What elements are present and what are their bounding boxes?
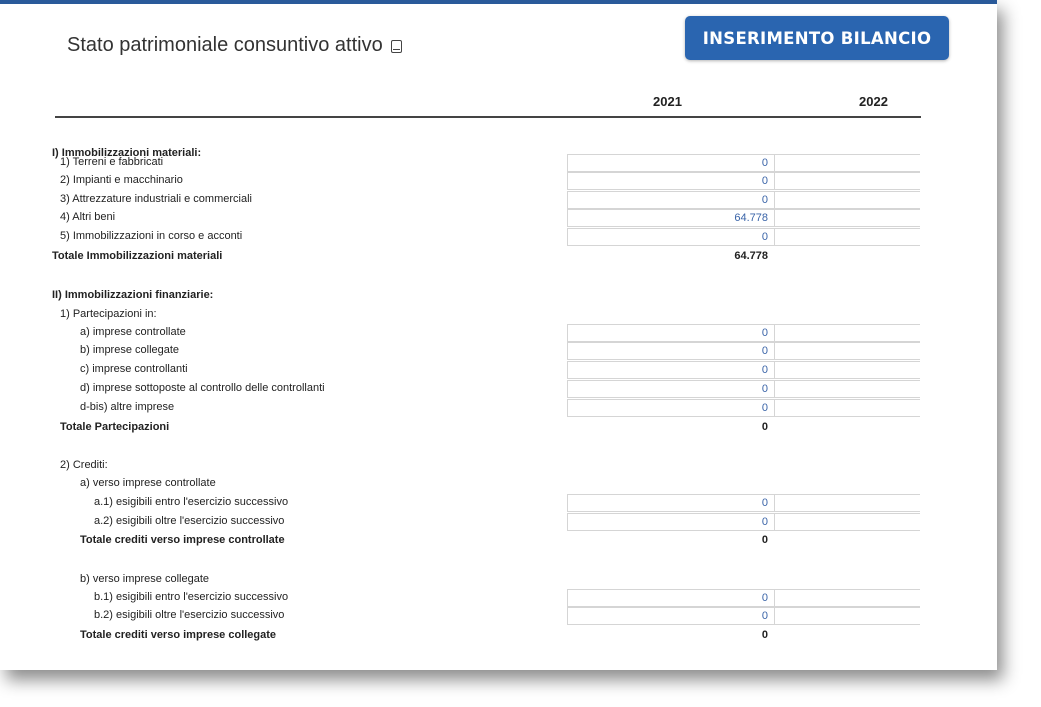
value-input-2021[interactable]: 0: [567, 361, 775, 379]
value-input-2021[interactable]: 0: [567, 399, 775, 417]
value-input-2022[interactable]: [774, 324, 920, 342]
inserimento-bilancio-button[interactable]: INSERIMENTO BILANCIO: [685, 16, 949, 60]
value-input-2021[interactable]: 0: [567, 342, 775, 360]
total-value-2021: 0: [761, 629, 768, 641]
value-input-2022[interactable]: [774, 154, 920, 172]
value-input-2021[interactable]: 0: [567, 228, 775, 246]
row-label: b.2) esigibili oltre l'esercizio successivo: [94, 609, 285, 621]
total-label: Totale crediti verso imprese collegate: [80, 629, 277, 641]
total-label: Totale Immobilizzazioni materiali: [52, 250, 223, 262]
total-label: Totale Partecipazioni: [60, 421, 170, 433]
row-label: 2) Crediti:: [60, 459, 108, 471]
value-input-2022[interactable]: [774, 172, 920, 190]
value-input-2022[interactable]: [774, 342, 920, 360]
value-input-2021[interactable]: 0: [567, 154, 775, 172]
value-input-2021[interactable]: 0: [567, 589, 775, 607]
row-label: a.2) esigibili oltre l'esercizio successivo: [94, 515, 285, 527]
page-title: [67, 34, 402, 57]
row-label: 1) Partecipazioni in:: [60, 308, 157, 320]
total-value-2021: 64.778: [734, 250, 768, 262]
value-input-2021[interactable]: 0: [567, 324, 775, 342]
section-heading: II) Immobilizzazioni finanziarie:: [52, 289, 214, 301]
section-heading: I) Immobilizzazioni materiali:: [52, 147, 202, 159]
page-title-text: Stato patrimoniale consuntivo attivo: [67, 34, 383, 56]
value-input-2021[interactable]: 0: [567, 172, 775, 190]
total-value-2021: 0: [761, 421, 768, 433]
document-icon[interactable]: [391, 40, 402, 53]
row-label: b.1) esigibili entro l'esercizio successivo: [94, 591, 289, 603]
row-label: 1) Terreni e fabbricati: [60, 156, 164, 168]
row-label: b) imprese collegate: [80, 344, 180, 356]
row-label: 5) Immobilizzazioni in corso e acconti: [60, 230, 243, 242]
top-border: [0, 0, 997, 4]
value-input-2022[interactable]: [774, 399, 920, 417]
value-input-2022[interactable]: [774, 361, 920, 379]
row-label: 2) Impianti e macchinario: [60, 174, 183, 186]
row-label: 3) Attrezzature industriali e commerciali: [60, 193, 252, 205]
value-input-2022[interactable]: [774, 191, 920, 209]
value-input-2021[interactable]: 64.778: [567, 209, 775, 227]
row-label: a) imprese controllate: [80, 326, 186, 338]
header-divider: [55, 116, 921, 118]
value-input-2021[interactable]: 0: [567, 191, 775, 209]
row-label: d) imprese sottoposte al controllo delle controllanti: [80, 382, 325, 394]
total-label: Totale crediti verso imprese controllate: [80, 534, 285, 546]
row-label: 4) Altri beni: [60, 211, 116, 223]
row-label: d-bis) altre imprese: [80, 401, 175, 413]
total-value-2021: 0: [761, 534, 768, 546]
row-label: a.1) esigibili entro l'esercizio successivo: [94, 496, 289, 508]
value-input-2021[interactable]: 0: [567, 607, 775, 625]
column-header-2021: 2021: [653, 94, 682, 109]
value-input-2022[interactable]: [774, 228, 920, 246]
value-input-2022[interactable]: [774, 380, 920, 398]
value-input-2022[interactable]: [774, 494, 920, 512]
row-label: a) verso imprese controllate: [80, 477, 216, 489]
value-input-2022[interactable]: [774, 607, 920, 625]
row-label: c) imprese controllanti: [80, 363, 188, 375]
column-header-2022: 2022: [859, 94, 888, 109]
value-input-2021[interactable]: 0: [567, 513, 775, 531]
value-input-2022[interactable]: [774, 589, 920, 607]
value-input-2022[interactable]: [774, 209, 920, 227]
row-label: b) verso imprese collegate: [80, 573, 210, 585]
value-input-2022[interactable]: [774, 513, 920, 531]
value-input-2021[interactable]: 0: [567, 380, 775, 398]
value-input-2021[interactable]: 0: [567, 494, 775, 512]
